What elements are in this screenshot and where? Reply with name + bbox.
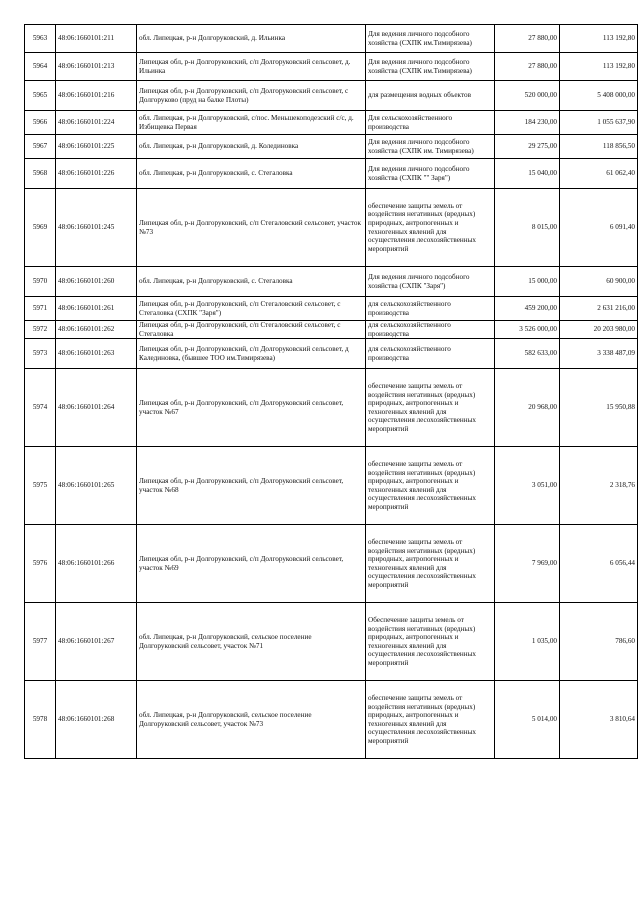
cadastral-number-cell: 48:06:1660101:263: [56, 339, 137, 369]
area-cell: 3 051,00: [495, 447, 560, 525]
table-row: [25, 525, 638, 603]
cadastral-value-cell: 786,60: [560, 603, 638, 681]
area-cell: 520 000,00: [495, 81, 560, 111]
area-cell: 29 275,00: [495, 135, 560, 159]
permitted-use-cell: для сельскохозяйственного производства: [366, 297, 495, 321]
cadastral-value-cell: 118 856,50: [560, 135, 638, 159]
row-number-cell: 5964: [25, 53, 56, 81]
area-cell: 1 035,00: [495, 603, 560, 681]
address-cell: Липецкая обл, р-н Долгоруковский, с/п Стегаловский сельсовет, участок №73: [137, 189, 366, 267]
cadastral-number-cell: 48:06:1660101:261: [56, 297, 137, 321]
area-cell: 3 526 000,00: [495, 321, 560, 339]
cadastral-number-cell: 48:06:1660101:225: [56, 135, 137, 159]
address-cell: обл. Липецкая, р-н Долгоруковский, с. Стегаловка: [137, 267, 366, 297]
land-parcels-table: [24, 24, 638, 759]
cadastral-number-cell: 48:06:1660101:266: [56, 525, 137, 603]
row-number-cell: 5978: [25, 681, 56, 759]
cadastral-number-cell: 48:06:1660101:265: [56, 447, 137, 525]
table-body: [25, 25, 638, 759]
permitted-use-cell: Для ведения личного подсобного хозяйства (СХПК "Заря"): [366, 267, 495, 297]
area-cell: 27 880,00: [495, 53, 560, 81]
address-cell: Липецкая обл, р-н Долгоруковский, с/п Долгоруковский сельсовет, участок №67: [137, 369, 366, 447]
cadastral-value-cell: 15 950,88: [560, 369, 638, 447]
cadastral-value-cell: 2 631 216,00: [560, 297, 638, 321]
area-cell: 184 230,00: [495, 111, 560, 135]
cadastral-value-cell: 6 091,40: [560, 189, 638, 267]
cadastral-value-cell: 61 062,40: [560, 159, 638, 189]
table-row: [25, 189, 638, 267]
table-row: [25, 159, 638, 189]
cadastral-number-cell: 48:06:1660101:213: [56, 53, 137, 81]
table-row: [25, 321, 638, 339]
row-number-cell: 5969: [25, 189, 56, 267]
row-number-cell: 5965: [25, 81, 56, 111]
permitted-use-cell: обеспечение защиты земель от воздействия негативных (вредных) природных, антропогенных и техногенных явлений для осуществления лесохозяйственных мероприятий: [366, 189, 495, 267]
address-cell: Липецкая обл, р-н Долгоруковский, с/п Долгоруковский сельсовет, участок №68: [137, 447, 366, 525]
permitted-use-cell: обеспечение защиты земель от воздействия негативных (вредных) природных, антропогенных и техногенных явлений для осуществления лесохозяйственных мероприятий: [366, 447, 495, 525]
permitted-use-cell: обеспечение защиты земель от воздействия негативных (вредных) природных, антропогенных и техногенных явлений для осуществления лесохозяйственных мероприятий: [366, 525, 495, 603]
address-cell: обл. Липецкая, р-н Долгоруковский, сельское поселение Долгоруковский сельсовет, участок №73: [137, 681, 366, 759]
cadastral-number-cell: 48:06:1660101:268: [56, 681, 137, 759]
row-number-cell: 5966: [25, 111, 56, 135]
row-number-cell: 5971: [25, 297, 56, 321]
permitted-use-cell: для сельскохозяйственного производства: [366, 339, 495, 369]
row-number-cell: 5967: [25, 135, 56, 159]
cadastral-number-cell: 48:06:1660101:226: [56, 159, 137, 189]
cadastral-number-cell: 48:06:1660101:262: [56, 321, 137, 339]
row-number-cell: 5963: [25, 25, 56, 53]
permitted-use-cell: Обеспечение защиты земель от воздействия негативных (вредных) природных, антропогенных и техногенных явлений для осуществления лесохозяйственных мероприятий: [366, 603, 495, 681]
cadastral-value-cell: 60 900,00: [560, 267, 638, 297]
permitted-use-cell: для сельскохозяйственного производства: [366, 321, 495, 339]
cadastral-value-cell: 6 056,44: [560, 525, 638, 603]
row-number-cell: 5973: [25, 339, 56, 369]
address-cell: Липецкая обл, р-н Долгоруковский, с/п Стегаловский сельсовет, с Стегаловка: [137, 321, 366, 339]
cadastral-number-cell: 48:06:1660101:267: [56, 603, 137, 681]
address-cell: Липецкая обл, р-н Долгоруковский, с/п Долгоруковский сельсовет, с Долгоруково (пруд на балке Плоты): [137, 81, 366, 111]
area-cell: 7 969,00: [495, 525, 560, 603]
cadastral-number-cell: 48:06:1660101:245: [56, 189, 137, 267]
address-cell: Липецкая обл, р-н Долгоруковский, с/п Долгоруковский сельсовет, д. Ильинка: [137, 53, 366, 81]
table-row: [25, 447, 638, 525]
area-cell: 15 040,00: [495, 159, 560, 189]
cadastral-value-cell: 113 192,80: [560, 25, 638, 53]
cadastral-value-cell: 113 192,80: [560, 53, 638, 81]
cadastral-number-cell: 48:06:1660101:260: [56, 267, 137, 297]
permitted-use-cell: Для сельскохозяйственного производства: [366, 111, 495, 135]
row-number-cell: 5974: [25, 369, 56, 447]
area-cell: 20 968,00: [495, 369, 560, 447]
permitted-use-cell: Для ведения личного подсобного хозяйства (СХПК им.Тимирязева): [366, 53, 495, 81]
table-row: [25, 25, 638, 53]
permitted-use-cell: Для ведения личного подсобного хозяйства (СХПК "" Заря"): [366, 159, 495, 189]
address-cell: обл. Липецкая, р-н Долгоруковский, д. Колединовка: [137, 135, 366, 159]
table-row: [25, 603, 638, 681]
table-row: [25, 339, 638, 369]
table-row: [25, 267, 638, 297]
cadastral-number-cell: 48:06:1660101:224: [56, 111, 137, 135]
cadastral-number-cell: 48:06:1660101:264: [56, 369, 137, 447]
address-cell: обл. Липецкая, р-н Долгоруковский, с. Стегаловка: [137, 159, 366, 189]
cadastral-number-cell: 48:06:1660101:216: [56, 81, 137, 111]
table-row: [25, 53, 638, 81]
table-row: [25, 81, 638, 111]
permitted-use-cell: Для ведения личного подсобного хозяйства (СХПК им. Тимирязева): [366, 135, 495, 159]
area-cell: 27 880,00: [495, 25, 560, 53]
row-number-cell: 5970: [25, 267, 56, 297]
cadastral-value-cell: 5 408 000,00: [560, 81, 638, 111]
cadastral-value-cell: 2 318,76: [560, 447, 638, 525]
table-row: [25, 297, 638, 321]
table-row: [25, 681, 638, 759]
permitted-use-cell: для размещения водных объектов: [366, 81, 495, 111]
row-number-cell: 5976: [25, 525, 56, 603]
permitted-use-cell: обеспечение защиты земель от воздействия негативных (вредных) природных, антропогенных и техногенных явлений для осуществления лесохозяйственных мероприятий: [366, 681, 495, 759]
cadastral-value-cell: 3 338 487,09: [560, 339, 638, 369]
permitted-use-cell: обеспечение защиты земель от воздействия негативных (вредных) природных, антропогенных и техногенных явлений для осуществления лесохозяйственных мероприятий: [366, 369, 495, 447]
address-cell: Липецкая обл, р-н Долгоруковский, с/п Долгоруковский сельсовет, участок №69: [137, 525, 366, 603]
row-number-cell: 5972: [25, 321, 56, 339]
row-number-cell: 5975: [25, 447, 56, 525]
address-cell: Липецкая обл, р-н Долгоруковский, с/п Стегаловский сельсовет, с Стегаловка (СХПК "Заря"): [137, 297, 366, 321]
row-number-cell: 5977: [25, 603, 56, 681]
address-cell: обл. Липецкая, р-н Долгоруковский, сельское поселение Долгоруковский сельсовет, участок №71: [137, 603, 366, 681]
address-cell: обл. Липецкая, р-н Долгоруковский, с/пос. Меньшекоподезский с/с, д. Избищевка Первая: [137, 111, 366, 135]
area-cell: 5 014,00: [495, 681, 560, 759]
cadastral-value-cell: 3 810,64: [560, 681, 638, 759]
cadastral-value-cell: 1 055 637,90: [560, 111, 638, 135]
address-cell: Липецкая обл, р-н Долгоруковский, с/п Долгоруковский сельсовет, д Калединовка, (бывшее ТОО им.Тимирязева): [137, 339, 366, 369]
address-cell: обл. Липецкая, р-н Долгоруковский, д. Ильинка: [137, 25, 366, 53]
table-row: [25, 111, 638, 135]
permitted-use-cell: Для ведения личного подсобного хозяйства (СХПК им.Тимирязева): [366, 25, 495, 53]
row-number-cell: 5968: [25, 159, 56, 189]
table-row: [25, 369, 638, 447]
table-row: [25, 135, 638, 159]
area-cell: 582 633,00: [495, 339, 560, 369]
area-cell: 459 200,00: [495, 297, 560, 321]
area-cell: 15 000,00: [495, 267, 560, 297]
cadastral-number-cell: 48:06:1660101:211: [56, 25, 137, 53]
cadastral-value-cell: 20 203 980,00: [560, 321, 638, 339]
area-cell: 8 015,00: [495, 189, 560, 267]
